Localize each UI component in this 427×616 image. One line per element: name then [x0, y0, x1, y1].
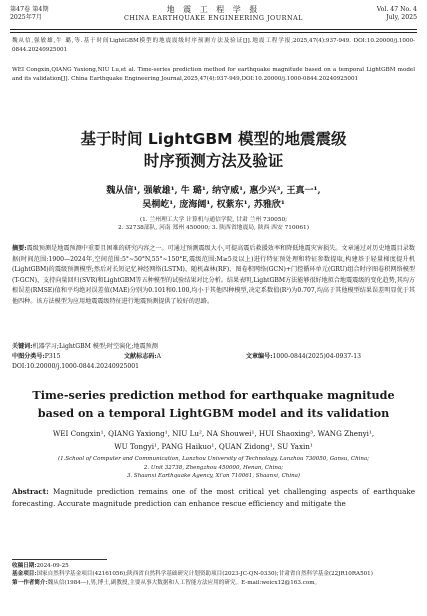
doc-code-value: A [156, 353, 162, 360]
date-cn: 2025年7月 [10, 14, 43, 21]
citation-en: WEI Congxin,QIANG Yaxiong,NIU Lu,et al. Time-series prediction method for earthquake magnitude based on a temporal LightGBM model and its validation[J]. China Earthquake Engineering Journal,2025,47(4):937-949,DOI:10.20000/j.1000-0844.20240925001 [12, 67, 415, 82]
footnote-rule [12, 559, 107, 560]
keywords-text: 机器学习;LightGBM 模型;时空演化;地震预测 [32, 343, 158, 350]
footnote-author [12, 579, 415, 587]
abstract-cn-label: 摘要: [12, 245, 27, 252]
volume-cn: 第47卷 第4期 [10, 6, 49, 13]
clc-label: 中图分类号: [12, 353, 45, 360]
classification-line [12, 352, 415, 361]
citation-cn: 魏从信,强敏雄,牛 璐,等.基于时间LightGBM模型的地震震级时序预测方法及验证[J].地震工程学报,2025,47(4):937-949. DOI:10.20000/j.1000-0844.20240925001 [12, 38, 415, 53]
title-cn [20, 128, 407, 172]
received-date: 2024-09-25 [36, 563, 69, 569]
footnote-fund [12, 570, 415, 578]
article-no-label: 文章编号: [245, 353, 273, 360]
title-en-line: Time-series prediction method for earthquake magnitude [32, 388, 395, 402]
abstract-en-label: Abstract: [12, 487, 49, 496]
header-right [307, 6, 417, 22]
authors-cn-line: 吴桐屹¹, 庞海阔¹, 权紫东¹, 苏雅欣¹ [142, 200, 285, 210]
doi-line: DOI:10.20000/j.1000-0844.20240925001 [12, 363, 139, 370]
authors-cn-line: 魏从信¹, 强敏雄¹, 牛 璐¹, 纳守威¹, 惠少兴³, 王真一¹, [106, 186, 321, 196]
affiliation-cn-line: (1. 兰州理工大学 计算机与通信学院, 甘肃 兰州 730050; [139, 217, 288, 223]
authors-en-line: WEI Congxin¹, QIANG Yaxiong¹, NIU Lu², NA Shouwei¹, HUI Shaoxing³, WANG Zhenyi¹, [52, 429, 375, 438]
footnotes [12, 562, 415, 587]
affiliation-en-line: (1.School of Computer and Communication, Lanzhou University of Technology, Lanzhou 730050, Gansu, China; [57, 456, 370, 462]
volume-en: Vol. 47 No. 4 [376, 6, 417, 13]
doc-code-label: 文献标志码: [123, 353, 157, 360]
clc-value: P315 [44, 353, 61, 360]
first-author-label: 第一作者简介: [12, 579, 48, 586]
date-en: July, 2025 [386, 14, 417, 21]
journal-name-en: CHINA EARTHQUAKE ENGINEERING JOURNAL [124, 14, 303, 22]
first-author-text: 魏从信(1984—),男,博士,副教授,主要从事大数据和人工智能方法应用的研究。E-mail:weicx12@163.com。 [47, 579, 321, 586]
abstract-cn-text: 震级预测是地震预测中重要且困难的研究内容之一。可通过预测震级大小,可提高震后救援效率和降低地震灾害损失。文章通过对历史地震目录数据(时间范围:1900—2024年,空间范围:5°~50°N,55°~150°E,震级范围:M≥5及以上)进行特征预处理和特征参数提取,构建基于轻量梯度提升机(LightGBM)的震级预测模型;然后对长短记忆神经网络(LSTM)、随机森林(RF)、图卷积网络(GCN)+门控循环单元(GRU)组合时序图卷积网络模型(T-GCN)、支持向量回归(SVR)和LightGBM等五种模型的试验结果对比分析。结果表明,LightGBM方法能够很好地拟合地震震级的变化趋势,其均方根误差(RMSE)值和平均绝对误差值(MAE)分别为0.101和0.100,均小于其他四种模型,决定系数值(R²)为0.707,均高于其他模型结果误差明显优于其他四种。该方法模型为应用地震震级特征进行地震预测提供了较好的思路。 [12, 245, 416, 305]
footnote-received [12, 562, 415, 570]
header-rule-thin [10, 32, 417, 33]
received-label: 收稿日期: [12, 563, 37, 569]
title-en [20, 386, 407, 422]
header-center [120, 6, 307, 22]
header-left [10, 6, 120, 22]
abstract-en [12, 486, 415, 509]
authors-en-line: WU Tongyi¹, PANG Haikuo¹, QUAN Zidong¹, SU Yaxin¹ [114, 441, 313, 451]
authors-cn [30, 184, 397, 212]
fund-label: 基金项目: [12, 571, 37, 578]
article-no-value: 1000-0844(2025)04-0937-13 [272, 353, 361, 360]
abstract-en-text: Magnitude prediction remains one of the most critical yet challenging aspects of earthquake forecasting. Accurate magnitude prediction can enhance rescue efficiency and mitigate the [12, 487, 415, 508]
abstract-cn [12, 244, 415, 308]
affiliations-en [30, 455, 397, 481]
authors-en [24, 428, 403, 453]
title-cn-line: 时序预测方法及验证 [143, 152, 284, 170]
header-rule-thick [10, 29, 417, 30]
fund-text: 国家自然科学基金项目(42161056);陕西省自然科学基础研究计划资助项目(2023-JC-QN-0330);甘肃省自然科学基金(22JR10RA501) [36, 571, 373, 578]
affiliations-cn [30, 216, 397, 233]
journal-name-cn: 地 震 工 程 学 报 [166, 5, 261, 14]
keywords [12, 342, 415, 351]
affiliation-en-line: 2. Unit 32738, Zhengzhou 450000, Henan, China; [143, 464, 284, 471]
title-en-line: based on a temporal LightGBM model and its validation [37, 406, 390, 420]
affiliation-en-line: 3. Shaanxi Earthquake Agency, Xi'an 710061, Shaanxi, China) [126, 473, 301, 480]
title-cn-line: 基于时间 LightGBM 模型的地震震级 [80, 130, 347, 148]
affiliation-cn-line: 2. 32738部队, 河南 郑州 450000; 3. 陕西省地震局, 陕西 西安 710061) [118, 225, 309, 232]
keywords-label: 关键词: [12, 343, 33, 350]
